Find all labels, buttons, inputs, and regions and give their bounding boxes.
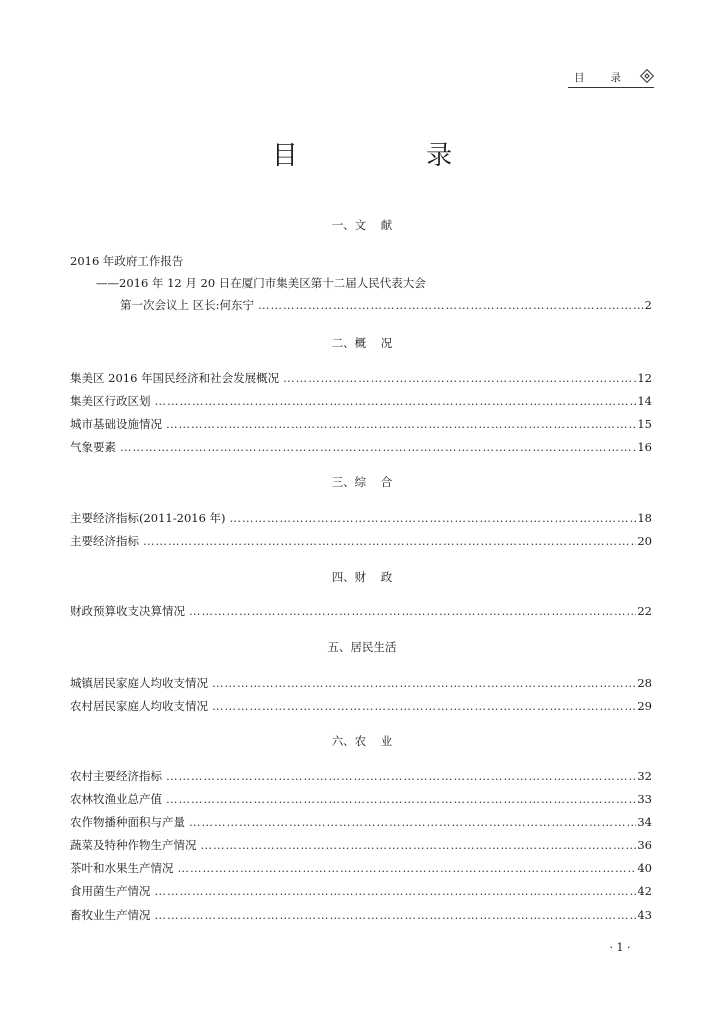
toc-entry-title: 主要经济指标(2011-2016 年)	[70, 511, 226, 525]
section-heading-agriculture: 六、农 业	[331, 734, 393, 748]
dot-leader	[120, 438, 636, 456]
dot-leader	[212, 697, 636, 715]
toc-entry-page: 43	[637, 908, 652, 922]
toc-entry-title: 食用菌生产情况	[70, 884, 151, 898]
toc-entry[interactable]	[70, 369, 652, 387]
toc-entry-page: 15	[637, 417, 652, 431]
toc-entry-title: 农村居民家庭人均收支情况	[70, 699, 208, 713]
toc-entry-title: 城市基础设施情况	[70, 417, 162, 431]
toc-entry[interactable]	[70, 674, 652, 692]
toc-entry-page: 14	[637, 394, 652, 408]
page-title: 目 录	[271, 141, 513, 171]
dot-leader	[166, 415, 636, 433]
dot-leader	[155, 906, 637, 924]
toc-entry[interactable]	[70, 859, 652, 877]
page-number: · 1 ·	[609, 941, 631, 954]
dot-leader	[212, 674, 636, 692]
toc-entry[interactable]	[70, 767, 652, 785]
toc-entry-page: 29	[637, 699, 652, 713]
toc-entry[interactable]	[70, 836, 652, 854]
toc-entry-report[interactable]	[120, 296, 652, 314]
section-heading-living: 五、居民生活	[327, 640, 397, 654]
dot-leader	[230, 509, 637, 527]
toc-entry[interactable]	[70, 813, 652, 831]
dot-leader	[166, 790, 636, 808]
section-heading-comprehensive: 三、综 合	[331, 475, 393, 489]
toc-entry-title: 蔬菜及特种作物生产情况	[70, 838, 197, 852]
toc-entry-title: 农作物播种面积与产量	[70, 815, 185, 829]
toc-entry-page: 34	[637, 815, 652, 829]
toc-entry[interactable]	[70, 392, 652, 410]
toc-entry-page: 12	[637, 371, 652, 385]
toc-entry-page: 42	[637, 884, 652, 898]
toc-entry-page: 32	[637, 769, 652, 783]
dot-leader	[283, 369, 636, 387]
report-title[interactable]: 2016 年政府工作报告	[70, 254, 184, 268]
toc-entry-page: 36	[637, 838, 652, 852]
toc-entry[interactable]	[70, 415, 652, 433]
dot-leader	[201, 836, 637, 854]
toc-entry-page: 20	[637, 534, 652, 548]
toc-entry-title: 农村主要经济指标	[70, 769, 162, 783]
section-heading-overview: 二、概 况	[331, 336, 393, 350]
dot-leader	[143, 532, 636, 550]
toc-entry-title: 茶叶和水果生产情况	[70, 861, 174, 875]
toc-entry-title: 城镇居民家庭人均收支情况	[70, 676, 208, 690]
toc-entry-title: 第一次会议上 区长:何东宁	[120, 298, 255, 312]
toc-entry-title: 财政预算收支决算情况	[70, 604, 185, 618]
toc-entry-page: 22	[637, 604, 652, 618]
toc-entry-page: 40	[637, 861, 652, 875]
running-head	[568, 67, 654, 88]
toc-entry[interactable]	[70, 602, 652, 620]
toc-entry[interactable]	[70, 532, 652, 550]
dot-leader	[178, 859, 637, 877]
toc-entry[interactable]	[70, 906, 652, 924]
toc-entry-title: 集美区行政区划	[70, 394, 151, 408]
running-head-text: 目录	[574, 72, 647, 84]
toc-entry-page: 2	[644, 298, 652, 312]
toc-entry[interactable]	[70, 509, 652, 527]
report-subtitle[interactable]: ——2016 年 12 月 20 日在厦门市集美区第十二届人民代表大会	[96, 276, 426, 290]
toc-entry-page: 28	[637, 676, 652, 690]
toc-entry-title: 主要经济指标	[70, 534, 139, 548]
dot-leader	[155, 392, 637, 410]
toc-entry-title: 农林牧渔业总产值	[70, 792, 162, 806]
toc-entry-page: 33	[637, 792, 652, 806]
toc-entry[interactable]	[70, 438, 652, 456]
dot-leader	[258, 296, 644, 314]
toc-entry-title: 集美区 2016 年国民经济和社会发展概况	[70, 371, 280, 385]
toc-entry-title: 畜牧业生产情况	[70, 908, 151, 922]
section-heading-literature: 一、文 献	[331, 218, 393, 232]
section-heading-finance: 四、财 政	[331, 570, 393, 584]
toc-entry-title: 气象要素	[70, 440, 116, 454]
toc-entry-page: 16	[637, 440, 652, 454]
toc-entry[interactable]	[70, 882, 652, 900]
dot-leader	[166, 767, 636, 785]
toc-entry-page: 18	[637, 511, 652, 525]
toc-entry[interactable]	[70, 697, 652, 715]
dot-leader	[155, 882, 637, 900]
dot-leader	[189, 813, 636, 831]
toc-entry[interactable]	[70, 790, 652, 808]
dot-leader	[189, 602, 636, 620]
